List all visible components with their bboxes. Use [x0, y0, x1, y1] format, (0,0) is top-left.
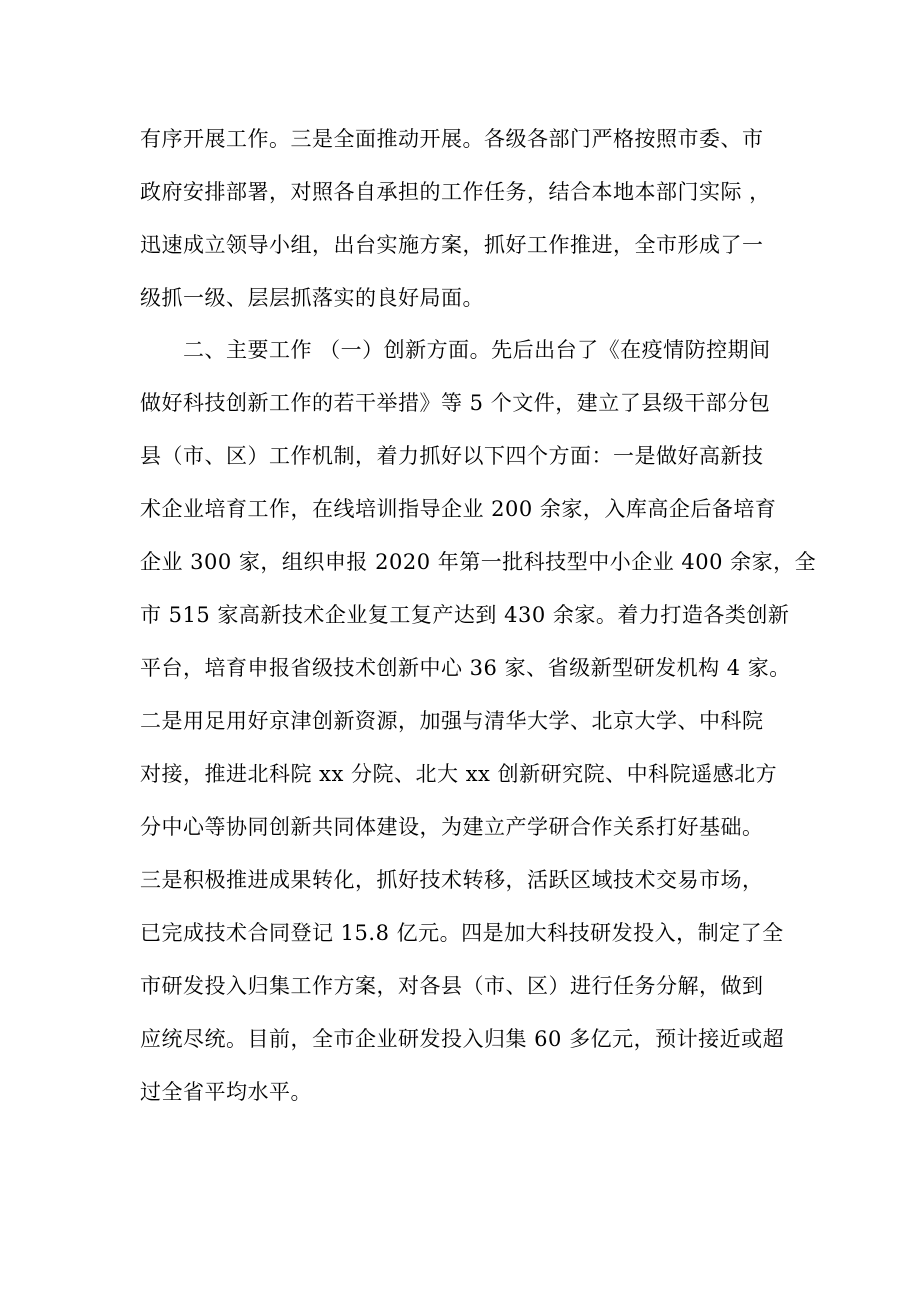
- text-line: 分中心等协同创新共同体建设，为建立产学研合作关系打好基础。: [140, 815, 764, 839]
- text-line: 三是积极推进成果转化，抓好技术转移，活跃区域技术交易市场，: [140, 868, 764, 892]
- text-line: 平台，培育申报省级技术创新中心 36 家、省级新型研发机构 4 家。: [140, 656, 791, 680]
- text-line: 政府安排部署，对照各自承担的工作任务，结合本地本部门实际 ，: [140, 180, 771, 204]
- text-line: 市研发投入归集工作方案，对各县（市、区）进行任务分解，做到: [140, 974, 764, 998]
- text-line: 有序开展工作。三是全面推动开展。各级各部门严格按照市委、市: [140, 127, 764, 151]
- text-line: 对接，推进北科院 xx 分院、北大 xx 创新研究院、中科院遥感北方: [140, 762, 778, 786]
- text-line: 县（市、区）工作机制，着力抓好以下四个方面：一是做好高新技: [140, 444, 764, 468]
- text-line: 已完成技术合同登记 15.8 亿元。四是加大科技研发投入，制定了全: [140, 921, 784, 945]
- text-line: 企业 300 家，组织申报 2020 年第一批科技型中小企业 400 余家，全: [140, 550, 817, 574]
- text-line: 过全省平均水平。: [140, 1080, 312, 1104]
- text-line: 做好科技创新工作的若干举措》等 5 个文件，建立了县级干部分包: [140, 391, 771, 415]
- text-line: 市 515 家高新技术企业复工复产达到 430 余家。着力打造各类创新: [140, 603, 790, 627]
- text-line: 二、主要工作 （一）创新方面。先后出台了《在疫情防控期间: [140, 338, 771, 362]
- text-line: 级抓一级、层层抓落实的良好局面。: [140, 286, 484, 310]
- text-line: 术企业培育工作，在线培训指导企业 200 余家，入库高企后备培育: [140, 497, 777, 521]
- paragraph-main-work: [140, 324, 817, 1119]
- paragraph-work-deployment: [140, 113, 780, 325]
- text-line: 应统尽统。目前，全市企业研发投入归集 60 多亿元，预计接近或超: [140, 1027, 785, 1051]
- text-line: 迅速成立领导小组，出台实施方案，抓好工作推进，全市形成了一: [140, 233, 764, 257]
- text-line: 二是用足用好京津创新资源，加强与清华大学、北京大学、中科院: [140, 709, 764, 733]
